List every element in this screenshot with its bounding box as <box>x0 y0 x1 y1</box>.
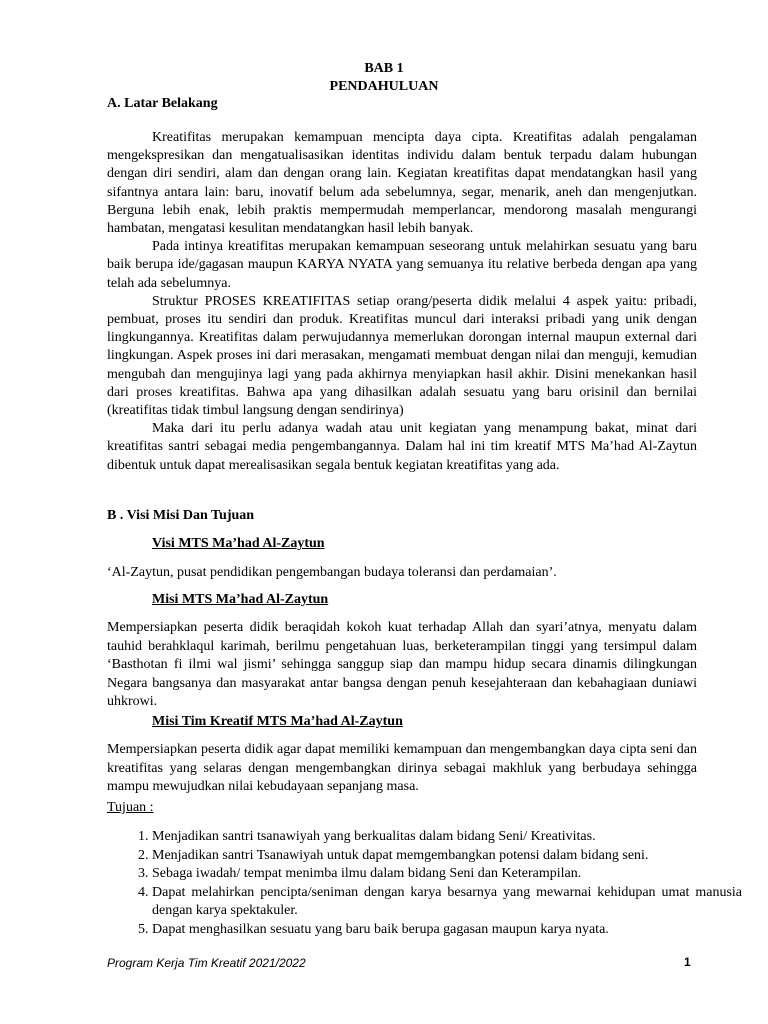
list-item: 4. Dapat melahirkan pencipta/seniman dengan karya besarnya yang mewarnai kehidupan umat manusia dengan karya spektakuler. <box>152 884 742 921</box>
page-number: 1 <box>684 955 691 969</box>
tujuan-label: Tujuan : <box>107 800 154 815</box>
tujuan-list <box>107 828 742 939</box>
list-item: 3. Sebaga iwadah/ tempat menimba ilmu dalam bidang Seni dan Keterampilan. <box>152 865 742 884</box>
list-item: 1. Menjadikan santri tsanawiyah yang berkualitas dalam bidang Seni/ Kreativitas. <box>152 828 742 847</box>
section-b-heading: B . Visi Misi Dan Tujuan <box>107 508 255 523</box>
misi-tim-title: Misi Tim Kreatif MTS Ma’had Al-Zaytun <box>152 714 403 729</box>
paragraph-3: Struktur PROSES KREATIFITAS setiap orang/peserta didik melalui 4 aspek yaitu: pribadi, pembuat, proses itu sendiri dan produk. Kreatifitas muncul dari interaksi pribadi yang unik dengan lingkungannya. Kreatifitas dalam perwujudannya memerlukan dorongan internal maupun external dari lingkungan. Aspek proses ini dari merasakan, mengamati membuat dengan nilai dan menguji, kemudian mengubah dan mengujinya lagi yang pada akhirnya menyiapkan hasil akhir. Disini menekankan hasil dari proses kreatifitas. Bahwa apa yang dihasilkan adalah sesuatu yang baru orisinil dan bernilai (kreatifitas tidak timbul langsung dengan sendirinya) <box>107 293 697 419</box>
chapter-label: BAB 1 <box>364 61 404 76</box>
paragraph-2: Pada intinya kreatifitas merupakan kemampuan seseorang untuk melahirkan sesuatu yang baru baik berupa ide/gagasan maupun KARYA NYATA yang semuanya itu relative berbeda dengan apa yang telah ada sebelumnya. <box>107 239 697 291</box>
section-a-body <box>107 129 697 475</box>
section-a-heading: A. Latar Belakang <box>107 96 218 111</box>
paragraph-1: Kreatifitas merupakan kemampuan mencipta daya cipta. Kreatifitas adalah pengalaman mengekspresikan dan mengatualisasikan identitas individu dalam bentuk terpadu dalam hubungan dengan diri sendiri, alam dan dengan orang lain. Kegiatan kreatifitas dapat mendatangkan hasil yang sifantnya antara lain: baru, inovatif belum ada sebelumnya, segar, menarik, aneh dan mengenjutkan. Berguna lebih enak, lebih praktis mempermudah memperlancar, mendorong masalah mengurangi hambatan, mengatasi kesulitan mendatangkan hasil lebih banyak. <box>107 130 697 237</box>
misi-text: Mempersiapkan peserta didik beraqidah kokoh kuat terhadap Allah dan syari’atnya, menyatu dalam tauhid berahklaqul karimah, berilmu pengetahuan luas, berketerampilan tinggi yang tersimpul dalam ‘Basthotan fi ilmi wal jismi’ sehingga sanggup siap dan mampu hidup secara dinamis dilingkungan Negara bangsanya dan masyarakat antar bangsa dengan penuh kesejahteraan dan kebahagiaan duniawi uhkrowi. <box>107 620 697 709</box>
footer-title: Program Kerja Tim Kreatif 2021/2022 <box>107 956 306 970</box>
visi-title: Visi MTS Ma’had Al-Zaytun <box>152 536 325 551</box>
misi-tim-text: Mempersiapkan peserta didik agar dapat memiliki kemampuan dan mengembangkan daya cipta seni dan kreatifitas yang selaras dengan mengembangkan dirinya sebagai makhluk yang berbudaya sehingga mampu mewujudkan nilai kebudayaan sepanjang masa. <box>107 742 697 794</box>
misi-title: Misi MTS Ma’had Al-Zaytun <box>152 592 329 607</box>
list-item: 5. Dapat menghasilkan sesuatu yang baru baik berupa gagasan maupun karya nyata. <box>152 921 742 940</box>
visi-text: ‘Al-Zaytun, pusat pendidikan pengembangan budaya toleransi dan perdamaian’. <box>107 565 557 580</box>
chapter-title: PENDAHULUAN <box>329 79 439 94</box>
paragraph-4: Maka dari itu perlu adanya wadah atau unit kegiatan yang menampung bakat, minat dari kreatifitas santri sebagai media pengembangannya. Dalam hal ini tim kreatif MTS Ma’had Al-Zaytun dibentuk untuk dapat merealisasikan segala bentuk kegiatan kreatifitas yang ada. <box>107 421 697 473</box>
list-item: 2. Menjadikan santri Tsanawiyah untuk dapat memgembangkan potensi dalam bidang seni. <box>152 847 742 866</box>
